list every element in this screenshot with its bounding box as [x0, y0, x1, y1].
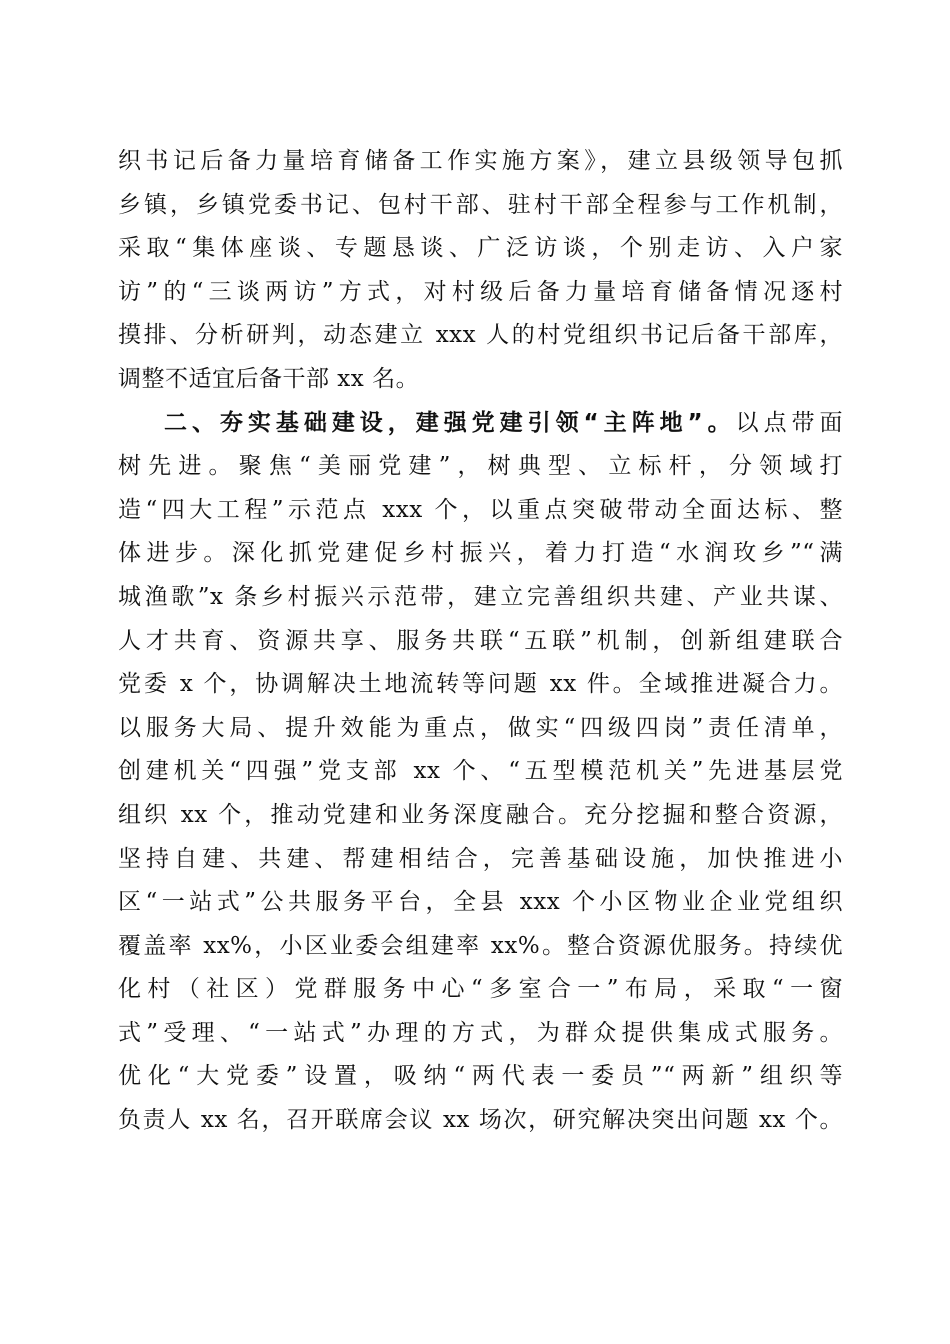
text-line: 体进步。深化抓党建促乡村振兴，着力打造“水润玫乡”“满 — [118, 540, 843, 567]
text-line: 乡镇，乡镇党委书记、包村干部、驻村干部全程参与工作机制， — [118, 191, 843, 218]
text-line: 调整不适宜后备干部 xx 名。 — [118, 365, 420, 392]
text-line: 化村（社区）党群服务中心“多室合一”布局，采取“一窗 — [118, 976, 843, 1003]
document-body — [118, 140, 843, 1143]
section-heading: 二、夯实基础建设，建强党建引领“主阵地”。 — [164, 409, 736, 436]
text-line: 优化“大党委”设置，吸纳“两代表一委员”“两新”组织等 — [118, 1063, 843, 1090]
text-line: 党委 x 个，协调解决土地流转等问题 xx 件。全域推进凝合力。 — [118, 671, 843, 698]
heading-tail-text: 以点带面 — [735, 409, 844, 436]
text-line: 负责人 xx 名，召开联席会议 xx 场次，研究解决突出问题 xx 个。 — [118, 1107, 843, 1134]
text-line: 造“四大工程”示范点 xxx 个，以重点突破带动全面达标、整 — [118, 496, 843, 523]
text-line: 采取“集体座谈、专题恳谈、广泛访谈，个别走访、入户家 — [118, 235, 843, 262]
text-line: 摸排、分析研判，动态建立 xxx 人的村党组织书记后备干部库， — [118, 322, 843, 349]
text-line: 城渔歌”x 条乡村振兴示范带，建立完善组织共建、产业共谋、 — [118, 583, 843, 610]
text-line: 以服务大局、提升效能为重点，做实“四级四岗”责任清单， — [118, 714, 843, 741]
text-line: 访”的“三谈两访”方式，对村级后备力量培育储备情况逐村 — [118, 278, 843, 305]
text-line: 创建机关“四强”党支部 xx 个、“五型模范机关”先进基层党 — [118, 758, 843, 785]
text-line: 覆盖率 xx%，小区业委会组建率 xx%。整合资源优服务。持续优 — [118, 932, 843, 959]
text-line: 坚持自建、共建、帮建相结合，完善基础设施，加快推进小 — [118, 845, 843, 872]
text-line: 树先进。聚焦“美丽党建”，树典型、立标杆，分领域打 — [118, 453, 843, 480]
section-heading-line — [118, 402, 843, 446]
text-line: 式”受理、“一站式”办理的方式，为群众提供集成式服务。 — [118, 1019, 843, 1046]
text-line: 人才共育、资源共享、服务共联“五联”机制，创新组建联合 — [118, 627, 843, 654]
text-line: 区“一站式”公共服务平台，全县 xxx 个小区物业企业党组织 — [118, 889, 843, 916]
text-line: 组织 xx 个，推动党建和业务深度融合。充分挖掘和整合资源， — [118, 801, 843, 828]
text-line: 织书记后备力量培育储备工作实施方案》，建立县级领导包抓 — [118, 148, 843, 174]
